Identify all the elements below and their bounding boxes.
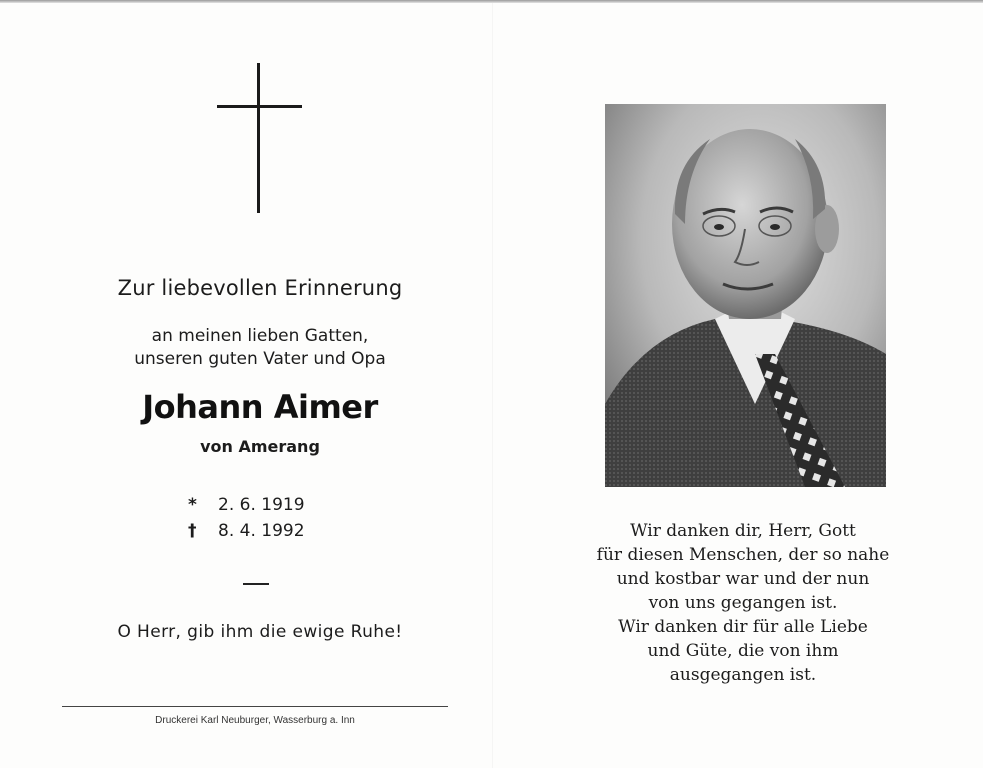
- poem-line: für diesen Menschen, der so nahe: [596, 545, 890, 565]
- intro-line: unseren guten Vater und Opa: [134, 349, 386, 369]
- poem-line: und kostbar war und der nun: [616, 569, 870, 589]
- prayer-text: O Herr, gib ihm die ewige Ruhe!: [117, 622, 403, 642]
- poem-line: von uns gegangen ist.: [648, 593, 838, 613]
- birth-symbol: *: [188, 495, 197, 515]
- intro-text: [60, 325, 460, 371]
- birth-date-row: [188, 495, 348, 515]
- birth-date: 2. 6. 1919: [218, 495, 305, 515]
- memorial-poem: [548, 519, 938, 687]
- poem-line: ausgegangen ist.: [669, 665, 817, 685]
- death-date-row: [188, 521, 348, 541]
- poem-line: und Güte, die von ihm: [647, 641, 839, 661]
- deceased-name: Johann Aimer: [142, 388, 378, 426]
- footer-rule: [62, 706, 448, 707]
- separator-dash: [243, 583, 269, 585]
- poem-line: Wir danken dir für alle Liebe: [618, 617, 868, 637]
- portrait-photo: [605, 104, 886, 487]
- card-fold: [492, 3, 493, 768]
- intro-line: an meinen lieben Gatten,: [151, 326, 369, 346]
- printer-credit: Druckerei Karl Neuburger, Wasserburg a. Inn: [155, 715, 355, 726]
- cross-vertical-bar: [257, 63, 260, 213]
- portrait-illustration: [605, 104, 886, 487]
- death-date: 8. 4. 1992: [218, 521, 305, 541]
- cross-horizontal-bar: [217, 105, 302, 108]
- poem-line: Wir danken dir, Herr, Gott: [630, 521, 856, 541]
- deceased-origin: von Amerang: [200, 437, 320, 456]
- memorial-heading: Zur liebevollen Erinnerung: [117, 276, 403, 300]
- death-symbol: †: [188, 521, 197, 541]
